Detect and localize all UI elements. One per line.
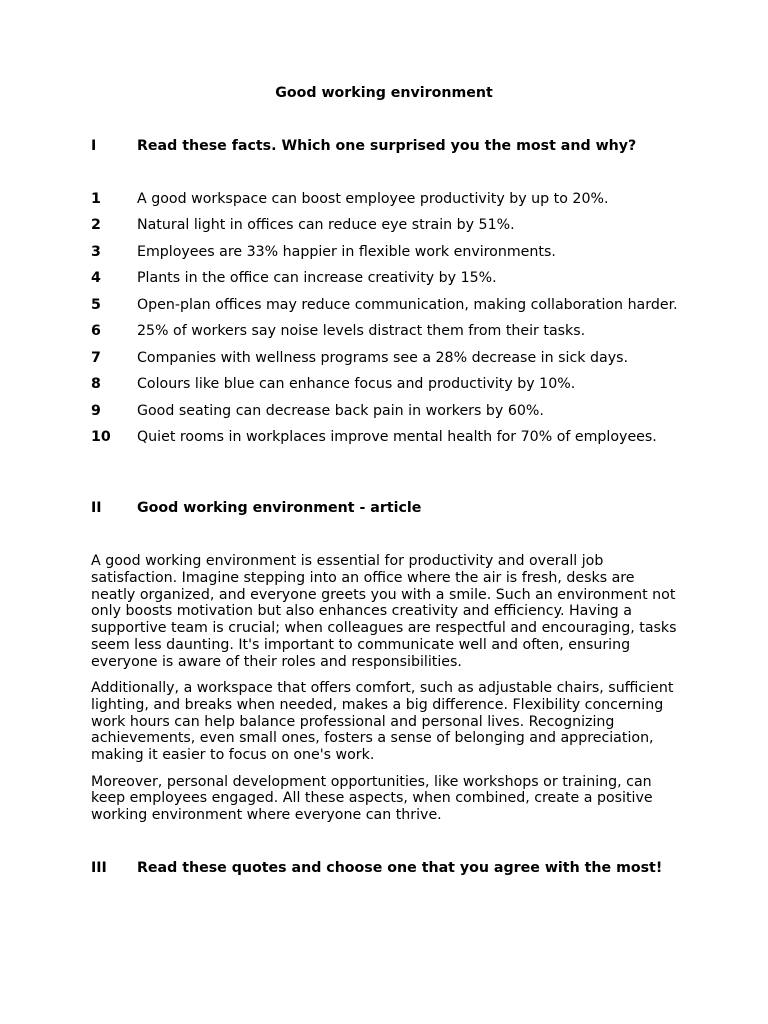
fact-number: 8 bbox=[91, 376, 101, 393]
section-1-title: Read these facts. Which one surprised you the most and why? bbox=[137, 138, 637, 154]
fact-text: Colours like blue can enhance focus and productivity by 10%. bbox=[137, 376, 576, 393]
list-item bbox=[91, 217, 681, 234]
list-item bbox=[91, 403, 681, 420]
fact-text: Quiet rooms in workplaces improve mental health for 70% of employees. bbox=[137, 429, 657, 446]
fact-number: 9 bbox=[91, 402, 101, 419]
article-paragraph-2: Additionally, a workspace that offers comfort, such as adjustable chairs, sufficient lighting, and breaks when needed, makes a big difference. Flexibility concerning work hours can help balance professional and personal lives. Recognizing achievements, even small ones, fosters a sense of belonging and appreciation, making it easier to focus on one's work. bbox=[91, 680, 674, 764]
document-title: Good working environment bbox=[275, 85, 493, 101]
list-item bbox=[91, 323, 681, 340]
article-body bbox=[91, 553, 683, 833]
list-item bbox=[91, 191, 681, 208]
list-item bbox=[91, 297, 681, 314]
fact-text: 25% of workers say noise levels distract them from their tasks. bbox=[137, 323, 586, 340]
fact-number: 6 bbox=[91, 323, 101, 340]
section-3-number: III bbox=[91, 860, 107, 876]
fact-number: 3 bbox=[91, 243, 101, 260]
section-3-title: Read these quotes and choose one that you agree with the most! bbox=[137, 860, 663, 876]
facts-list bbox=[91, 191, 681, 456]
fact-text: Natural light in offices can reduce eye strain by 51%. bbox=[137, 217, 515, 234]
section-2-number: II bbox=[91, 500, 102, 516]
fact-number: 7 bbox=[91, 349, 101, 366]
section-2-heading bbox=[91, 500, 691, 517]
fact-text: Open-plan offices may reduce communication, making collaboration harder. bbox=[137, 296, 678, 313]
section-1-number: I bbox=[91, 138, 97, 154]
section-2-title: Good working environment - article bbox=[137, 500, 422, 516]
section-1-heading bbox=[91, 138, 691, 155]
fact-number: 1 bbox=[91, 191, 101, 207]
list-item bbox=[91, 270, 681, 287]
list-item bbox=[91, 350, 681, 367]
fact-number: 5 bbox=[91, 296, 101, 313]
fact-number: 4 bbox=[91, 270, 101, 287]
article-paragraph-1: A good working environment is essential for productivity and overall job satisfaction. Imagine stepping into an office where the air is fresh, desks are neatly organized, and everyone greets you with a smile. Such an environment not only boosts motivation but also enhances creativity and efficiency. Having a supportive team is crucial; when colleagues are respectful and encouraging, tasks seem less daunting. It's important to communicate well and often, ensuring everyone is aware of their roles and responsibilities. bbox=[91, 553, 677, 670]
fact-text: Companies with wellness programs see a 28% decrease in sick days. bbox=[137, 349, 628, 366]
fact-text: Good seating can decrease back pain in workers by 60%. bbox=[137, 402, 544, 419]
fact-number: 2 bbox=[91, 217, 101, 234]
list-item bbox=[91, 429, 681, 446]
section-3-heading bbox=[91, 860, 691, 877]
fact-text: A good workspace can boost employee productivity by up to 20%. bbox=[137, 191, 609, 207]
fact-text: Plants in the office can increase creativity by 15%. bbox=[137, 270, 497, 287]
list-item bbox=[91, 244, 681, 261]
article-paragraph-3: Moreover, personal development opportunities, like workshops or training, can keep employees engaged. All these aspects, when combined, create a positive working environment where everyone can thrive. bbox=[91, 773, 653, 824]
list-item bbox=[91, 376, 681, 393]
fact-text: Employees are 33% happier in flexible work environments. bbox=[137, 243, 556, 260]
fact-number: 10 bbox=[91, 429, 111, 446]
